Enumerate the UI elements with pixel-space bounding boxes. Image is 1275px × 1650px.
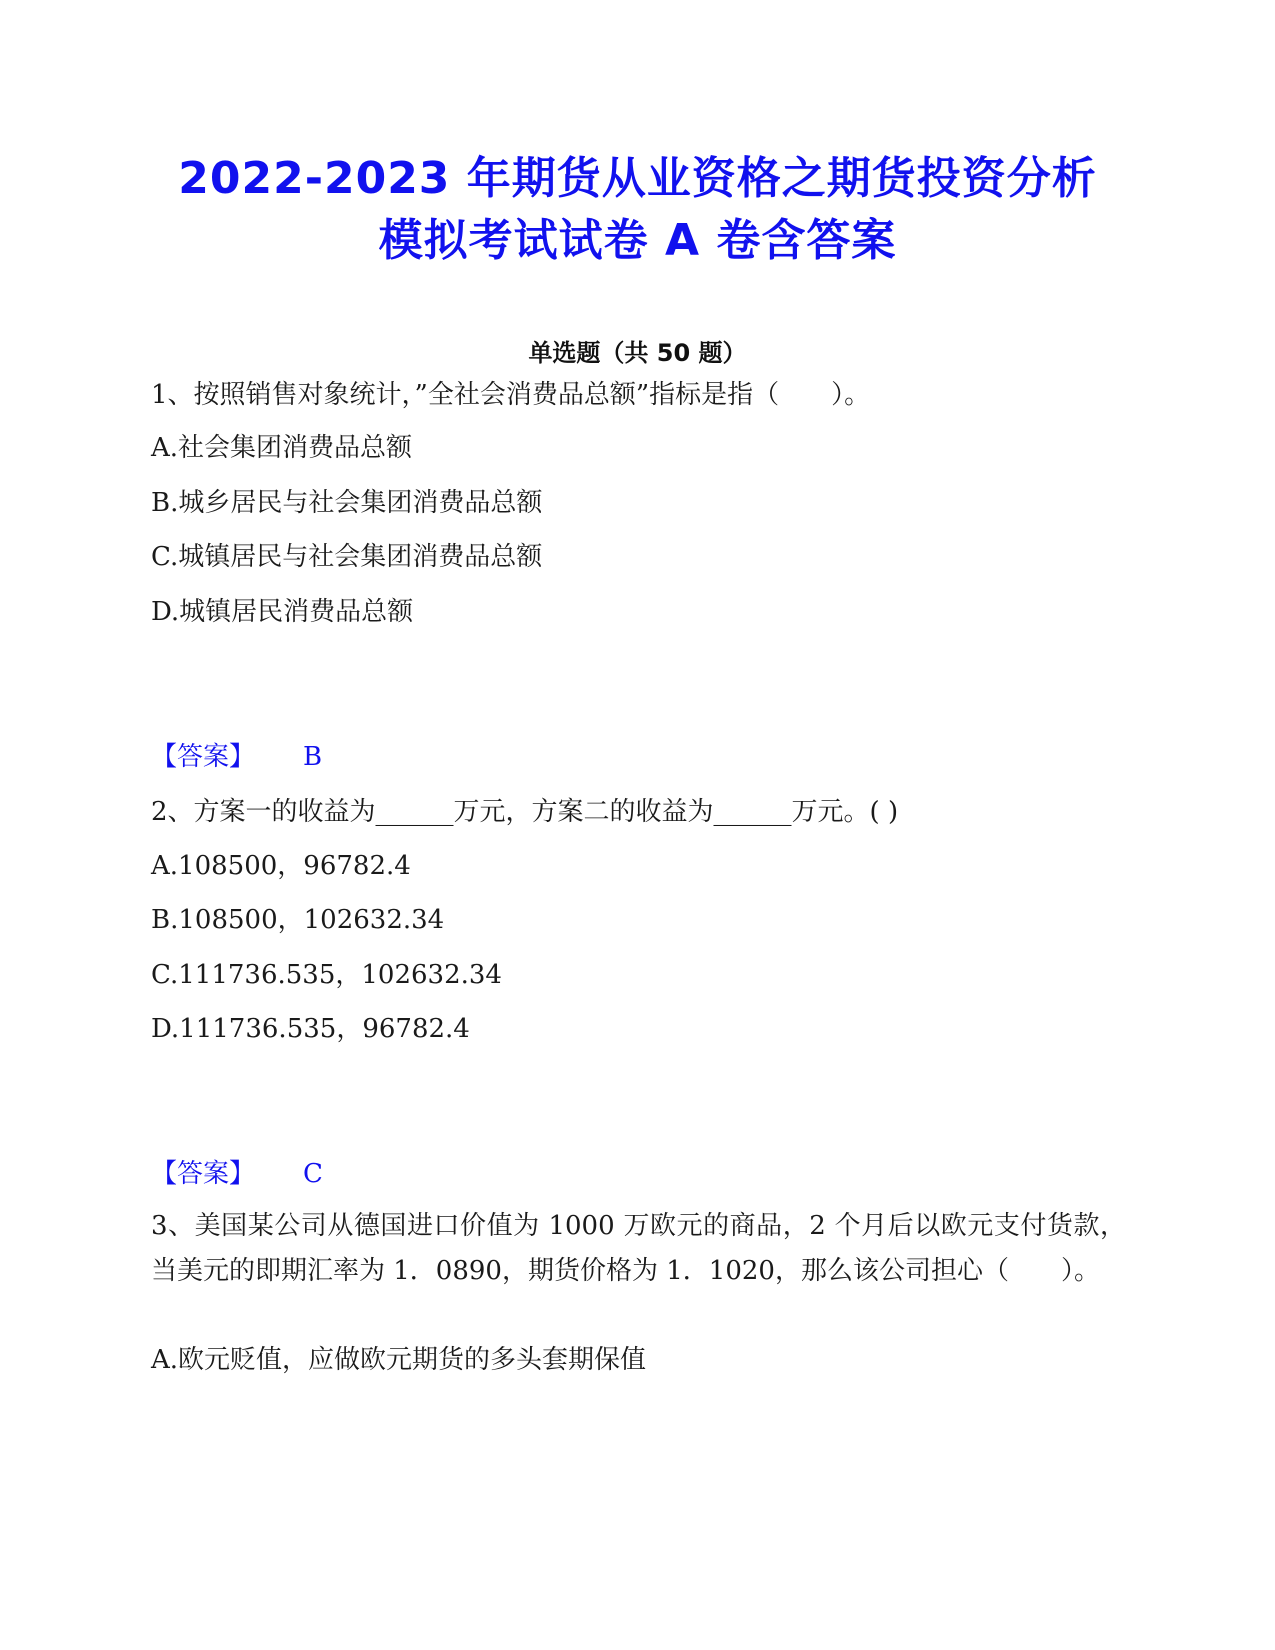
answer-label: 【答案】 [151,1159,256,1189]
document-title-line-1: 2022-2023 年期货从业资格之期货投资分析 [178,153,1097,204]
question-1-option-c: C.城镇居民与社会集团消费品总额 [151,542,543,572]
question-1-stem: 1、按照销售对象统计，”全社会消费品总额”指标是指（ ）。 [151,380,871,410]
answer-value: C [303,1159,323,1189]
question-3-option-a: A.欧元贬值，应做欧元期货的多头套期保值 [151,1345,647,1375]
question-2-option-a: A.108500，96782.4 [151,851,411,881]
document-title-line-2: 模拟考试试卷 A 卷含答案 [378,215,897,266]
question-2-answer [151,1157,323,1191]
question-2-option-d: D.111736.535，96782.4 [151,1014,470,1044]
question-2-stem: 2、方案一的收益为______万元，方案二的收益为______万元。( ) [151,797,899,827]
question-1-option-a: A.社会集团消费品总额 [151,433,413,463]
question-2-option-b: B.108500，102632.34 [151,905,445,935]
question-3-stem: 3、美国某公司从德国进口价值为 1000 万欧元的商品，2 个月后以欧元支付货款，当美元的即期汇率为 1．0890，期货价格为 1．1020，那么该公司担心（ ）。 [151,1211,1126,1286]
question-1-answer [151,740,322,774]
document-title [0,148,1275,272]
question-2-option-c: C.111736.535，102632.34 [151,960,502,990]
answer-label: 【答案】 [151,742,256,772]
question-1-option-d: D.城镇居民消费品总额 [151,597,414,627]
question-1-option-b: B.城乡居民与社会集团消费品总额 [151,488,543,518]
section-heading: 单选题（共 50 题） [528,339,747,367]
answer-value: B [303,742,323,772]
